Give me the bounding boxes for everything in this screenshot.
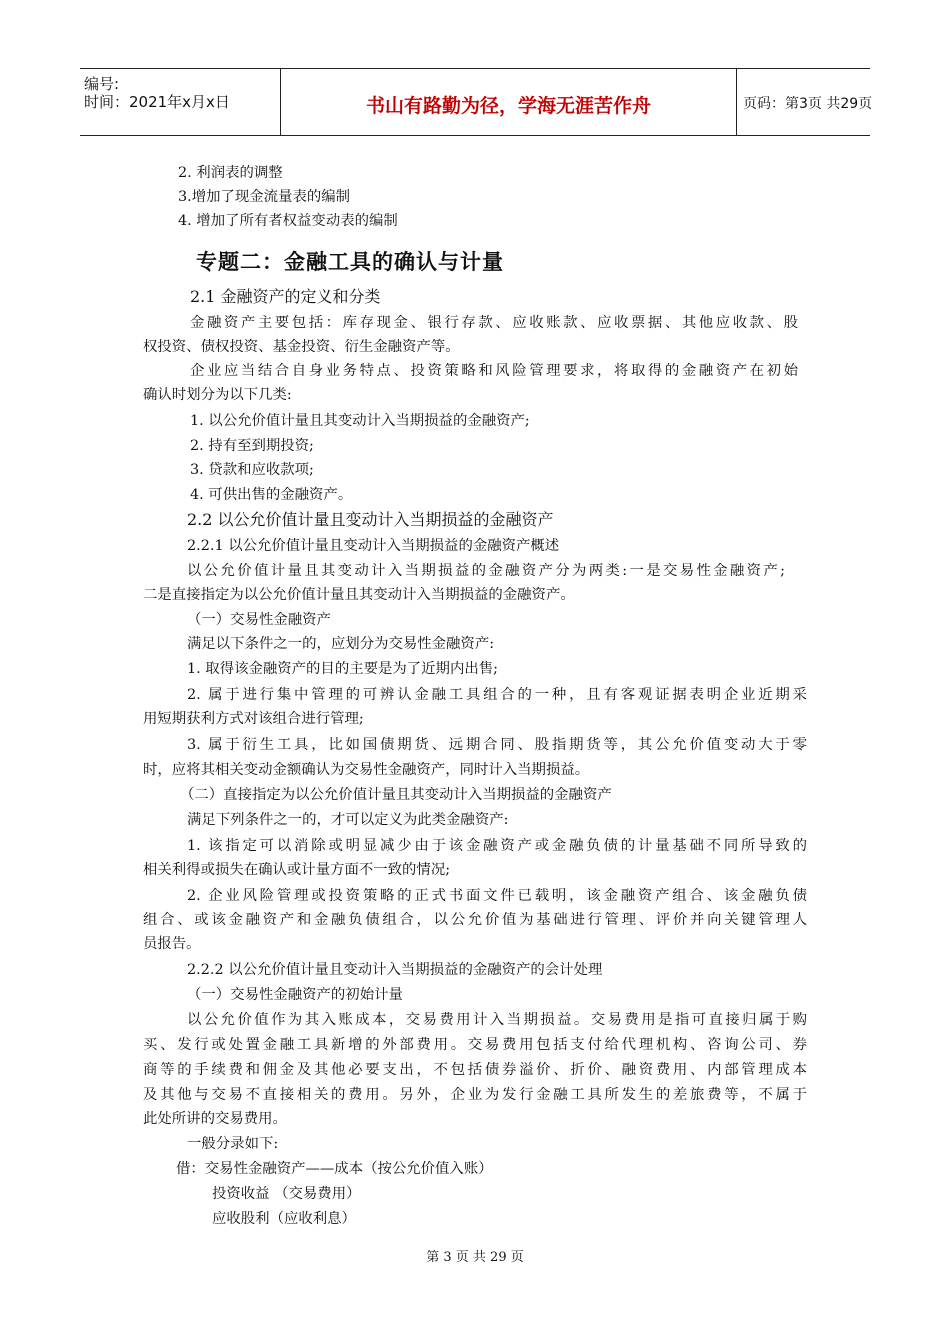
list-item: 3.增加了现金流量表的编制 (178, 189, 351, 205)
list-item: 3. 贷款和应收款项; (190, 462, 314, 478)
list-item: 4. 增加了所有者权益变动表的编制 (178, 213, 398, 229)
paragraph-line: 企业应当结合自身业务特点、投资策略和风险管理要求，将取得的金融资产在初始 (190, 363, 798, 379)
doc-number-label: 编号: (84, 75, 120, 93)
list-item: 2. 持有至到期投资; (190, 438, 314, 454)
paragraph-line: 确认时划分为以下几类: (143, 387, 292, 403)
list-item: 2. 利润表的调整 (178, 165, 283, 181)
subsubsection-heading: 2.2.2 以公允价值计量且变动计入当期损益的金融资产的会计处理 (187, 962, 603, 978)
item-heading: （一）交易性金融资产 (187, 612, 331, 628)
list-item: 1. 以公允价值计量且其变动计入当期损益的金融资产; (190, 413, 530, 429)
paragraph-line: 二是直接指定为以公允价值计量且其变动计入当期损益的金融资产。 (143, 587, 575, 603)
paragraph-line: 以公允价值作为其入账成本，交易费用计入当期损益。交易费用是指可直接归属于购 (187, 1012, 807, 1028)
paragraph-line: 商等的手续费和佣金及其他必要支出，不包括债券溢价、折价、融资费用、内部管理成本 (143, 1062, 807, 1078)
paragraph-line: 满足下列条件之一的，才可以定义为此类金融资产: (187, 812, 509, 828)
paragraph-line: 用短期获利方式对该组合进行管理; (143, 711, 364, 727)
paragraph-line: 及其他与交易不直接相关的费用。另外，企业为发行金融工具所发生的差旅费等，不属于 (143, 1087, 807, 1103)
doc-date: 时间：2021年x月x日 (84, 93, 230, 111)
paragraph-line: 以公允价值计量且其变动计入当期损益的金融资产分为两类:一是交易性金融资产; (187, 563, 785, 579)
header-meta (80, 69, 280, 135)
page-header (80, 68, 873, 136)
subsubsection-heading: 2.2.1 以公允价值计量且变动计入当期损益的金融资产概述 (187, 538, 560, 554)
paragraph-line: 买、发行或处置金融工具新增的外部费用。交易费用包括支付给代理机构、咨询公司、券 (143, 1037, 807, 1053)
item-heading: （一）交易性金融资产的初始计量 (187, 987, 403, 1003)
journal-entry-line: 投资收益 （交易费用） (212, 1186, 361, 1202)
subsection-heading: 2.2 以公允价值计量且变动计入当期损益的金融资产 (187, 510, 554, 529)
paragraph-line: 组合、或该金融资产和金融负债组合，以公允价值为基础进行管理、评价并向关键管理人 (143, 912, 807, 928)
subsection-heading: 2.1 金融资产的定义和分类 (190, 287, 381, 306)
list-item: 1. 该指定可以消除或明显减少由于该金融资产或金融负债的计量基础不同所导致的 (187, 838, 807, 854)
paragraph-line: 员报告。 (143, 936, 201, 952)
paragraph-line: 金融资产主要包括：库存现金、银行存款、应收账款、应收票据、其他应收款、股 (190, 315, 798, 331)
list-item: 2. 企业风险管理或投资策略的正式书面文件已载明，该金融资产组合、该金融负债 (187, 888, 807, 904)
paragraph-line: 一般分录如下: (187, 1136, 279, 1152)
header-page-cell (735, 69, 873, 135)
header-page-info: 页码：第3页 共29页 (743, 96, 873, 112)
list-item: 1. 取得该金融资产的目的主要是为了近期内出售; (187, 661, 498, 677)
paragraph-line: 此处所讲的交易费用。 (143, 1111, 287, 1127)
paragraph-line: 权投资、债权投资、基金投资、衍生金融资产等。 (143, 339, 460, 355)
list-item: 2. 属于进行集中管理的可辨认金融工具组合的一种，且有客观证据表明企业近期采 (187, 687, 807, 703)
paragraph-line: 相关利得或损失在确认或计量方面不一致的情况; (143, 862, 451, 878)
item-heading: （二）直接指定为以公允价值计量且其变动计入当期损益的金融资产 (180, 787, 612, 803)
list-item: 4. 可供出售的金融资产。 (190, 487, 353, 503)
journal-entry-line: 应收股利（应收利息） (212, 1211, 356, 1227)
paragraph-line: 满足以下条件之一的，应划分为交易性金融资产: (187, 636, 495, 652)
journal-entry-line: 借：交易性金融资产——成本（按公允价值入账） (176, 1161, 493, 1177)
header-motto-cell (280, 69, 737, 135)
header-motto: 书山有路勤为径，学海无涯苦作舟 (365, 95, 651, 117)
page-footer: 第 3 页 共 29 页 (426, 1250, 524, 1265)
section-title: 专题二：金融工具的确认与计量 (196, 250, 504, 274)
paragraph-line: 时，应将其相关变动金额确认为交易性金融资产，同时计入当期损益。 (143, 762, 590, 778)
list-item: 3. 属于衍生工具，比如国债期货、远期合同、股指期货等，其公允价值变动大于零 (187, 737, 807, 753)
